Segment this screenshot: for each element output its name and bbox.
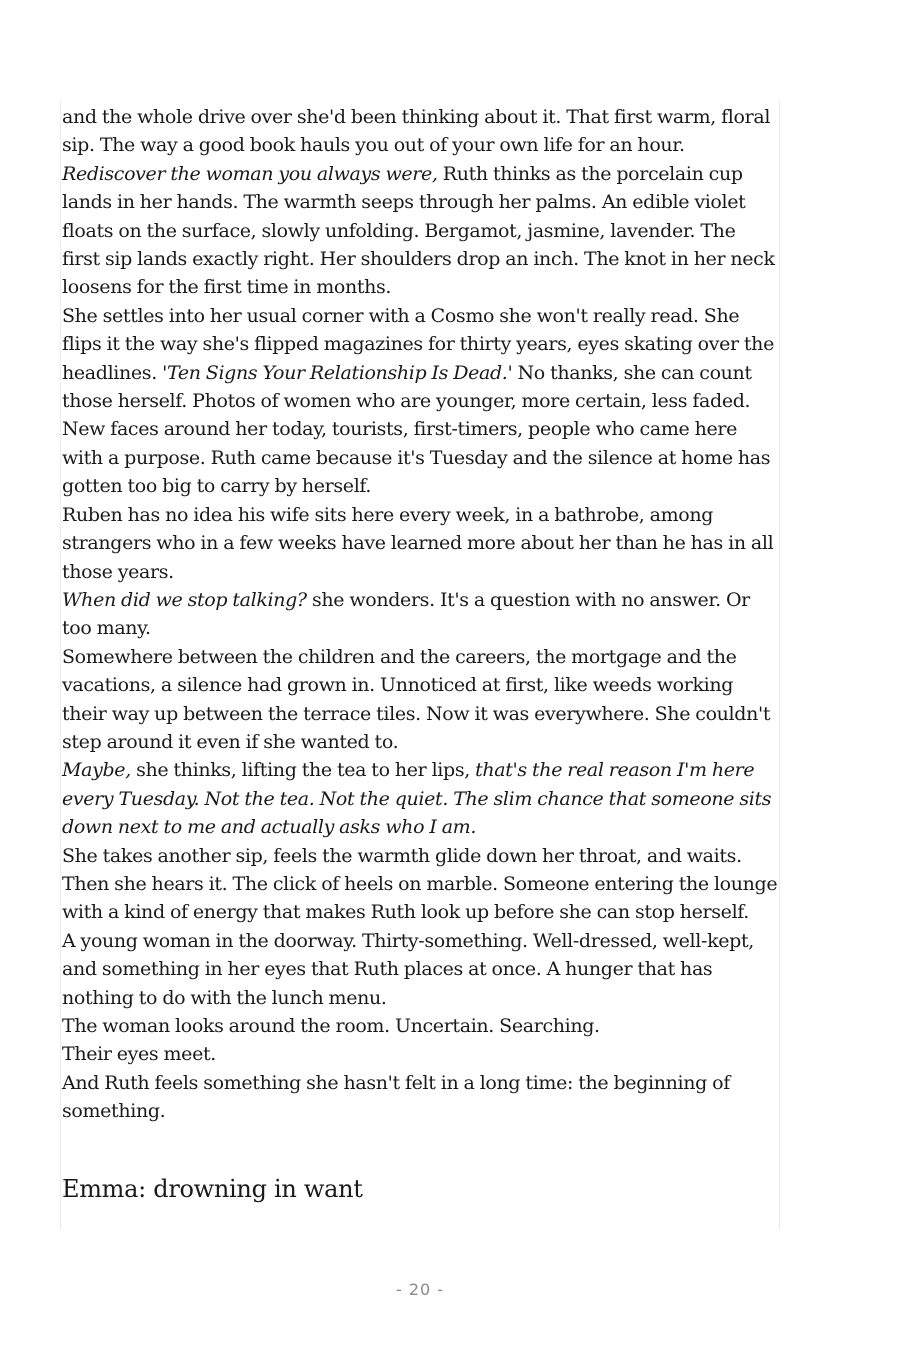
- text-run: she wonders. It's a question with no answer. Or too many.: [62, 588, 750, 640]
- paragraph: [62, 756, 778, 841]
- text-run: A young woman in the doorway. Thirty-something. Well-dressed, well-kept, and something in her eyes that Ruth places at once. A hunger that has nothing to do with the lunch menu.: [62, 929, 754, 1009]
- paragraph: [62, 103, 778, 302]
- paragraph: [62, 643, 778, 757]
- text-run: The woman looks around the room. Uncertain. Searching.: [62, 1015, 600, 1037]
- italic-text: 'Ten Signs Your Relationship Is Dead.': [162, 361, 513, 384]
- paragraph: [62, 842, 778, 927]
- text-run: Ruth thinks as the porcelain cup lands in her hands. The warmth seeps through her palms. An edible violet floats on the surface, slowly unfolding. Bergamot, jasmine, lavender. The first sip lands exactly right. Her shoulders drop an inch. The knot in her neck loosens for the first time in months.: [62, 162, 775, 299]
- italic-text: When did we stop talking?: [62, 588, 307, 611]
- paragraph: [62, 1040, 778, 1068]
- text-run: and the whole drive over she'd been thinking about it. That first warm, floral sip. The way a good book hauls you out of your own life for an hour.: [62, 106, 771, 157]
- text-run: Somewhere between the children and the careers, the mortgage and the vacations, a silence had grown in. Unnoticed at first, like weeds working their way up between the terrace tiles. Now it was everywhere. She couldn't step around it even if she wanted to.: [62, 645, 771, 753]
- text-run: Their eyes meet.: [62, 1043, 216, 1066]
- paragraph: [62, 586, 778, 643]
- text-run: Ruben has no idea his wife sits here every week, in a bathrobe, among strangers who in a few weeks have learned more about her than he has in all those years.: [62, 503, 774, 583]
- paragraph: [62, 927, 778, 1012]
- section-heading: Emma: drowning in want: [62, 1175, 363, 1203]
- page-number: - 20 -: [395, 1280, 445, 1299]
- text-run: No thanks, she can count those herself. Photos of women who are younger, more certain, less faded. New faces around her today, tourists, first-timers, people who came here with a purpose. Ruth came because it's Tuesday and the silence at home has gotten too big to carry by herself.: [62, 361, 771, 498]
- text-run: And Ruth feels something she hasn't felt in a long time: the beginning of something.: [62, 1071, 730, 1123]
- paragraph: [62, 1069, 778, 1126]
- text-run: she thinks, lifting the tea to her lips,: [130, 759, 476, 782]
- text-run: She takes another sip, feels the warmth glide down her throat, and waits. Then she hears it. The click of heels on marble. Someone entering the lounge with a kind of energy that makes Ruth look up before she can stop herself.: [62, 844, 778, 924]
- italic-text: Maybe,: [62, 759, 131, 782]
- italic-text: that's the real reason I'm here every Tuesday. Not the tea. Not the quiet. The slim chance that someone sits down next to me and actually asks who I am.: [62, 759, 772, 839]
- paragraph: [62, 501, 778, 586]
- italic-text: Rediscover the woman you always were,: [62, 162, 438, 185]
- paragraph: [62, 1012, 778, 1040]
- paragraph: [62, 302, 778, 501]
- body-text: [62, 103, 778, 1126]
- text-run: She settles into her usual corner with a Cosmo she won't really read. She flips it the way she's flipped magazines for thirty years, eyes skating over the headlines.: [62, 304, 774, 384]
